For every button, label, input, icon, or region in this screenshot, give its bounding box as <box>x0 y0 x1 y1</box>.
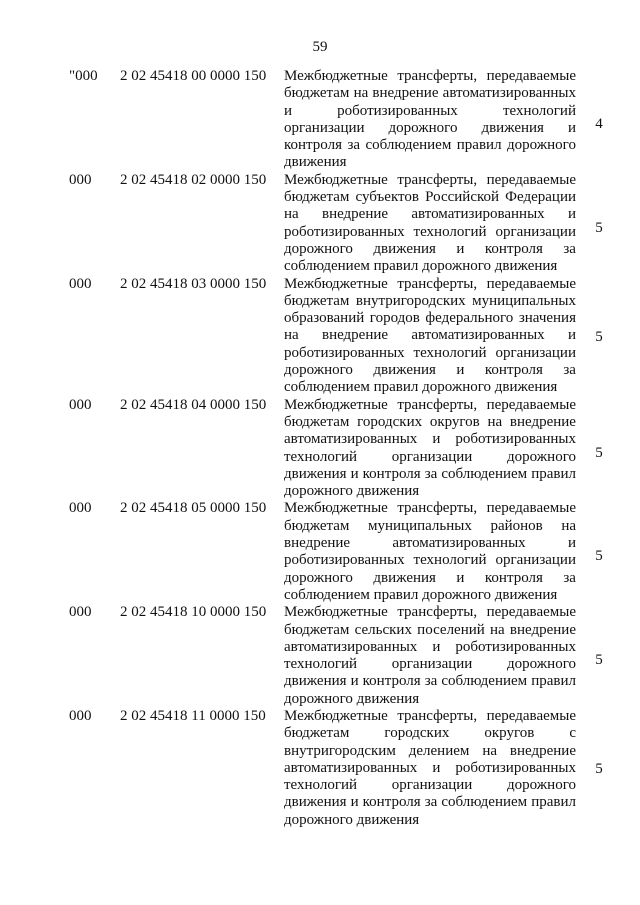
description-cell <box>284 604 576 708</box>
description-word: роботизированных <box>455 431 576 448</box>
description-word: правил <box>531 465 576 482</box>
description-word: технологий <box>502 102 576 119</box>
description-word: передаваемые <box>486 275 576 292</box>
description-word: организации <box>391 448 473 465</box>
description-line <box>284 206 576 223</box>
description-line <box>284 570 576 587</box>
description-word: за <box>424 673 438 690</box>
value-cell: 5 <box>595 652 603 669</box>
budget-code-table <box>0 68 640 829</box>
budget-classification-code-cell: 2 02 45418 11 0000 150 <box>120 707 266 724</box>
description-word: соблюдением <box>441 794 528 811</box>
description-line <box>284 431 576 448</box>
description-word: городских <box>384 725 450 742</box>
description-word: Межбюджетные <box>284 707 388 724</box>
description-word: муниципальных <box>368 517 472 534</box>
description-word: правил <box>531 673 576 690</box>
description-cell <box>284 68 576 172</box>
description-line: дорожного движения <box>284 690 420 707</box>
description-line <box>284 449 576 466</box>
description-line <box>284 224 576 241</box>
description-word: контроля <box>284 137 342 154</box>
description-line <box>284 725 576 742</box>
description-word: и <box>567 535 576 552</box>
description-line <box>284 708 576 725</box>
description-word: образований <box>284 310 365 327</box>
value-cell: 5 <box>595 219 603 236</box>
description-word: передаваемые <box>486 171 576 188</box>
description-line <box>284 777 576 794</box>
description-word: Российской <box>425 189 500 206</box>
description-line <box>284 552 576 569</box>
description-word: технологий <box>413 344 487 361</box>
description-word: Межбюджетные <box>284 68 388 84</box>
admin-code-cell: 000 <box>69 171 92 188</box>
description-word: за <box>424 794 438 811</box>
description-word: городских <box>357 413 423 430</box>
description-word: бюджетам <box>284 189 350 206</box>
description-word: бюджетам <box>284 85 350 102</box>
description-line: дорожного движения <box>284 811 420 828</box>
description-line <box>284 639 576 656</box>
description-word: внедрение <box>321 206 389 223</box>
description-line <box>284 85 576 102</box>
description-line <box>284 500 576 517</box>
description-word: движения <box>373 240 436 257</box>
description-word: Федерации <box>505 189 576 206</box>
description-word: контроля <box>362 673 421 690</box>
description-line <box>284 760 576 777</box>
description-line <box>284 656 576 673</box>
table-row <box>0 68 640 172</box>
description-line: движения <box>284 154 347 171</box>
description-cell <box>284 276 576 397</box>
description-word: и <box>432 638 441 655</box>
description-word: роботизированных <box>455 638 576 655</box>
description-word: автоматизированных <box>442 85 576 102</box>
budget-classification-code-cell: 2 02 45418 04 0000 150 <box>120 396 267 413</box>
description-word: организации <box>391 656 473 673</box>
admin-code-cell: 000 <box>69 396 92 413</box>
description-word: и <box>456 569 465 586</box>
description-line <box>284 622 576 639</box>
description-word: Межбюджетные <box>284 500 388 517</box>
description-word: Межбюджетные <box>284 604 388 621</box>
description-word: автоматизированных <box>411 206 545 223</box>
budget-classification-code-cell: 2 02 45418 05 0000 150 <box>120 500 267 517</box>
description-word: на <box>284 327 299 344</box>
description-word: технологий <box>284 448 358 465</box>
description-word: и <box>567 327 576 344</box>
description-line <box>284 466 576 483</box>
description-word: Межбюджетные <box>284 275 388 292</box>
description-word: трансферты, <box>397 500 478 517</box>
description-word: контроля <box>362 465 421 482</box>
description-line: дорожного движения <box>284 483 420 500</box>
description-word: движения <box>284 794 347 811</box>
budget-classification-code-cell: 2 02 45418 02 0000 150 <box>120 171 267 188</box>
description-cell <box>284 397 576 501</box>
description-word: автоматизированных <box>284 759 418 776</box>
description-word: Межбюджетные <box>284 171 388 188</box>
description-word: внутригородским <box>284 742 396 759</box>
description-word: передаваемые <box>486 396 576 413</box>
admin-code-cell: 000 <box>69 500 92 517</box>
description-word: организации <box>391 777 473 794</box>
description-word: передаваемые <box>486 707 576 724</box>
description-word: правил <box>456 137 502 154</box>
description-word: соблюдением <box>365 137 452 154</box>
description-line <box>284 241 576 258</box>
budget-classification-code-cell: 2 02 45418 03 0000 150 <box>120 275 267 292</box>
description-word: внедрение <box>509 742 576 759</box>
description-word: передаваемые <box>486 604 576 621</box>
description-word: и <box>432 431 441 448</box>
description-word: трансферты, <box>397 171 478 188</box>
description-word: за <box>424 465 438 482</box>
description-word: на <box>482 742 497 759</box>
description-word: внедрение <box>509 413 576 430</box>
description-line <box>284 604 576 621</box>
description-line <box>284 189 576 206</box>
description-word: бюджетам <box>284 413 350 430</box>
description-word: и <box>350 794 359 811</box>
description-word: значения <box>518 310 576 327</box>
description-word: контроля <box>484 569 543 586</box>
table-row <box>0 276 640 397</box>
description-line <box>284 276 576 293</box>
description-line <box>284 172 576 189</box>
description-word: и <box>284 102 293 119</box>
value-cell: 4 <box>595 116 603 132</box>
description-word: технологий <box>284 777 358 794</box>
description-word: передаваемые <box>486 68 576 84</box>
description-word: трансферты, <box>397 275 478 292</box>
description-word: роботизированных <box>284 223 405 240</box>
description-word: организации <box>495 223 576 240</box>
description-word: дорожного <box>284 362 353 379</box>
description-word: бюджетам <box>284 517 350 534</box>
description-word: организации <box>495 344 576 361</box>
description-word: на <box>284 206 299 223</box>
admin-code-cell: 000 <box>69 275 92 292</box>
description-line <box>284 535 576 552</box>
description-line <box>284 120 576 137</box>
description-word: трансферты, <box>397 707 478 724</box>
description-word: и <box>350 465 359 482</box>
description-word: движения <box>284 465 347 482</box>
description-word: соблюдением <box>441 673 528 690</box>
table-row <box>0 172 640 276</box>
description-line <box>284 397 576 414</box>
description-line <box>284 137 576 154</box>
description-word: и <box>432 759 441 776</box>
description-word: технологий <box>284 656 358 673</box>
description-line <box>284 293 576 310</box>
description-word: передаваемые <box>486 500 576 517</box>
description-word: движения <box>373 569 436 586</box>
value-cell: 5 <box>595 328 603 345</box>
description-word: поселений <box>417 621 485 638</box>
page-number: 59 <box>312 39 328 55</box>
description-word: дорожного <box>507 777 576 794</box>
description-line <box>284 327 576 344</box>
description-word: федерального <box>425 310 514 327</box>
description-line <box>284 68 576 85</box>
description-word: и <box>350 673 359 690</box>
description-word: субъектов <box>355 189 419 206</box>
description-word: контроля <box>484 240 543 257</box>
description-line <box>284 743 576 760</box>
table-row <box>0 500 640 604</box>
description-word: дорожного <box>507 137 576 154</box>
admin-code-cell: 000 <box>69 604 92 621</box>
description-line: соблюдением правил дорожного движения <box>284 258 558 275</box>
description-word: движения <box>481 119 544 136</box>
description-word: и <box>456 240 465 257</box>
description-word: контроля <box>362 794 421 811</box>
description-word: роботизированных <box>455 759 576 776</box>
description-word: на <box>487 413 503 430</box>
description-word: муниципальных <box>472 292 576 309</box>
value-cell: 5 <box>595 548 603 565</box>
description-word: за <box>563 362 576 379</box>
description-line <box>284 794 576 811</box>
description-word: бюджетам <box>284 292 350 309</box>
table-row <box>0 604 640 708</box>
description-word: внедрение <box>509 621 576 638</box>
description-line <box>284 345 576 362</box>
description-word: внутригородских <box>355 292 466 309</box>
value-cell: 5 <box>595 444 603 461</box>
description-word: организации <box>495 552 576 569</box>
description-word: Межбюджетные <box>284 396 388 413</box>
table-row <box>0 708 640 829</box>
description-word: контроля <box>484 362 543 379</box>
description-word: на <box>490 621 505 638</box>
description-word: городов <box>369 310 420 327</box>
budget-classification-code-cell: 2 02 45418 10 0000 150 <box>120 604 267 621</box>
description-word: сельских <box>354 621 412 638</box>
value-cell: 5 <box>595 760 603 777</box>
description-word: автоматизированных <box>392 535 526 552</box>
description-cell <box>284 708 576 829</box>
description-line <box>284 103 576 120</box>
description-line: соблюдением правил дорожного движения <box>284 379 558 396</box>
description-word: внедрение <box>372 85 439 102</box>
description-word: трансферты, <box>397 68 478 84</box>
table-row <box>0 397 640 501</box>
budget-classification-code-cell: 2 02 45418 00 0000 150 <box>120 68 267 84</box>
description-word: дорожного <box>388 119 458 136</box>
description-word: и <box>567 119 576 136</box>
description-word: трансферты, <box>397 396 478 413</box>
description-word: внедрение <box>284 535 351 552</box>
description-word: правил <box>531 794 576 811</box>
admin-code-cell: 000 <box>69 707 92 724</box>
description-word: соблюдением <box>441 465 528 482</box>
description-line <box>284 362 576 379</box>
description-word: дорожного <box>507 656 576 673</box>
description-word: на <box>353 85 369 102</box>
description-word: бюджетам <box>284 621 350 638</box>
description-line <box>284 673 576 690</box>
description-word: автоматизированных <box>284 638 418 655</box>
description-word: организации <box>284 119 365 136</box>
description-word: бюджетам <box>284 725 350 742</box>
description-word: делением <box>408 742 470 759</box>
description-cell <box>284 500 576 604</box>
description-word: на <box>561 517 576 534</box>
description-word: округов <box>484 725 535 742</box>
description-word: за <box>563 240 576 257</box>
description-cell <box>284 172 576 276</box>
description-word: роботизированных <box>284 344 405 361</box>
description-word: округов <box>429 413 480 430</box>
description-word: за <box>347 137 361 154</box>
description-line <box>284 518 576 535</box>
description-word: роботизированных <box>284 552 405 569</box>
description-word: движения <box>373 362 436 379</box>
description-word: дорожного <box>284 240 353 257</box>
description-word: районов <box>490 517 543 534</box>
description-word: с <box>569 725 576 742</box>
description-word: роботизированных <box>337 102 458 119</box>
description-word: и <box>456 362 465 379</box>
description-word: технологий <box>413 223 487 240</box>
description-word: автоматизированных <box>284 431 418 448</box>
description-word: технологий <box>413 552 487 569</box>
description-word: за <box>563 569 576 586</box>
description-line <box>284 414 576 431</box>
description-word: и <box>567 206 576 223</box>
description-word: дорожного <box>284 569 353 586</box>
description-word: автоматизированных <box>411 327 545 344</box>
description-word: дорожного <box>507 448 576 465</box>
admin-code-cell: "000 <box>69 68 98 84</box>
description-word: трансферты, <box>397 604 478 621</box>
description-line <box>284 310 576 327</box>
description-word: движения <box>284 673 347 690</box>
description-line: соблюдением правил дорожного движения <box>284 586 558 603</box>
description-word: внедрение <box>321 327 389 344</box>
